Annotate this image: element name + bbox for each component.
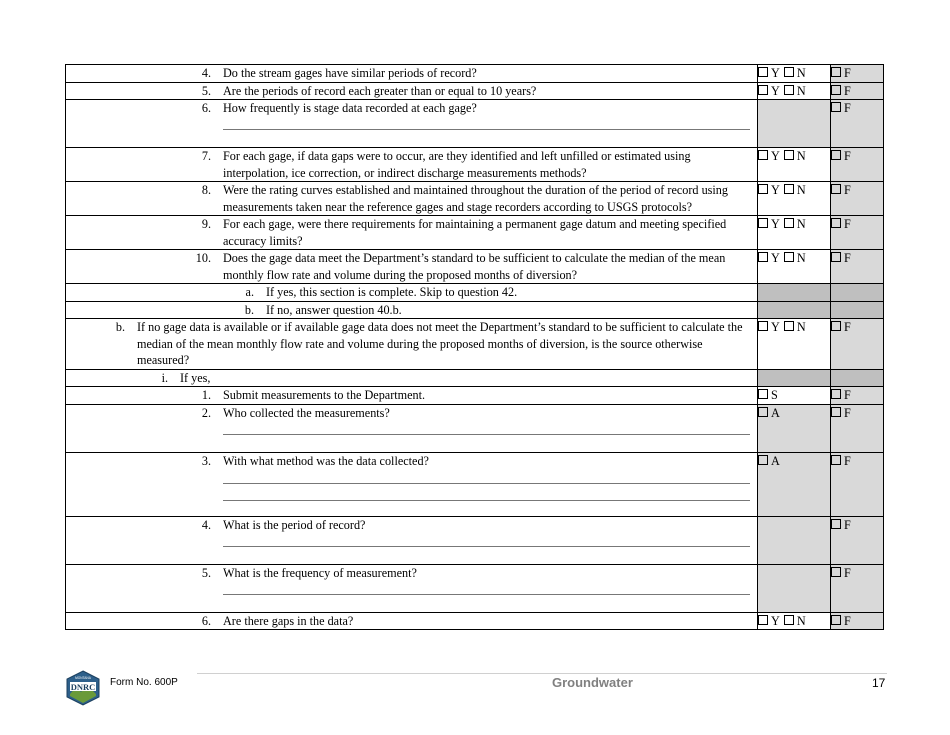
f-cell <box>831 250 884 284</box>
yes-checkbox[interactable] <box>758 85 768 95</box>
no-label: N <box>796 320 806 334</box>
yes-label: Y <box>771 320 780 334</box>
f-label: F <box>844 101 851 115</box>
empty-cell <box>758 564 831 612</box>
question-cell <box>66 612 758 630</box>
f-label: F <box>844 405 851 420</box>
f-label: F <box>844 183 851 197</box>
empty-cell <box>831 284 884 302</box>
no-checkbox[interactable] <box>784 252 794 262</box>
f-checkbox[interactable] <box>831 150 841 160</box>
empty-cell <box>758 369 831 387</box>
question-text: For each gage, were there requirements for maintaining a permanent gage datum and meeting specified accuracy limits? <box>223 217 727 248</box>
question-number: i. <box>161 370 168 385</box>
yes-no-cell <box>758 612 831 630</box>
yes-label: Y <box>771 613 780 628</box>
f-cell <box>831 612 884 630</box>
f-checkbox[interactable] <box>831 615 841 625</box>
answer-line[interactable] <box>223 500 750 501</box>
yes-label: Y <box>771 66 780 80</box>
f-label: F <box>844 83 851 98</box>
question-text: Submit measurements to the Department. <box>223 388 426 402</box>
f-checkbox[interactable] <box>831 85 841 95</box>
f-label: F <box>844 453 851 468</box>
answer-line[interactable] <box>223 129 750 130</box>
f-cell <box>831 516 884 564</box>
code-label: A <box>771 405 780 420</box>
form-number: Form No. 600P <box>110 677 178 688</box>
table-row <box>66 612 884 630</box>
code-cell <box>758 387 831 405</box>
section-title: Groundwater <box>552 675 633 690</box>
answer-line[interactable] <box>223 546 750 547</box>
table-row <box>66 404 884 452</box>
question-text: What is the frequency of measurement? <box>223 565 417 580</box>
no-label: N <box>796 183 806 197</box>
question-number: 4. <box>201 66 211 80</box>
yes-label: Y <box>771 251 780 265</box>
no-label: N <box>796 217 806 231</box>
f-cell <box>831 319 884 370</box>
f-cell <box>831 82 884 100</box>
checklist-table <box>65 64 884 630</box>
question-number: 7. <box>201 149 211 163</box>
no-checkbox[interactable] <box>784 321 794 331</box>
f-cell <box>831 148 884 182</box>
table-row <box>66 452 884 516</box>
question-number: a. <box>245 285 254 299</box>
empty-cell <box>758 100 831 148</box>
f-cell <box>831 100 884 148</box>
table-row <box>66 148 884 182</box>
page-footer <box>0 665 950 725</box>
empty-cell <box>831 369 884 387</box>
no-checkbox[interactable] <box>784 67 794 77</box>
answer-line[interactable] <box>223 434 750 435</box>
f-cell <box>831 404 884 452</box>
question-number: 8. <box>201 183 211 197</box>
empty-cell <box>758 516 831 564</box>
logo-text: DNRC <box>70 682 96 692</box>
f-cell <box>831 216 884 250</box>
question-number: 2. <box>201 405 211 420</box>
yes-no-cell <box>758 148 831 182</box>
yes-no-cell <box>758 250 831 284</box>
f-cell <box>831 387 884 405</box>
yes-checkbox[interactable] <box>758 321 768 331</box>
f-checkbox[interactable] <box>831 102 841 112</box>
question-number: 3. <box>201 453 211 468</box>
question-cell <box>66 369 758 387</box>
question-number: 6. <box>201 101 211 115</box>
table-row <box>66 216 884 250</box>
question-text: Does the gage data meet the Department’s standard to be sufficient to calculate the median of the mean monthly flow rate and volume during the proposed months of diversion? <box>223 251 726 282</box>
f-cell <box>831 564 884 612</box>
yes-label: Y <box>771 149 780 163</box>
table-row <box>66 82 884 100</box>
question-cell <box>66 100 758 148</box>
question-number: 5. <box>201 565 211 580</box>
table-row <box>66 284 884 302</box>
question-text: Do the stream gages have similar periods of record? <box>223 66 477 80</box>
yes-label: Y <box>771 183 780 197</box>
question-cell <box>66 301 758 319</box>
f-label: F <box>844 613 851 628</box>
question-text: Were the rating curves established and maintained throughout the duration of the period of record using measurements taken near the reference gages and stage recorders according to USGS protocols? <box>223 183 728 214</box>
question-cell <box>66 319 758 370</box>
f-checkbox[interactable] <box>831 455 841 465</box>
f-checkbox[interactable] <box>831 321 841 331</box>
table-row <box>66 516 884 564</box>
table-row <box>66 65 884 83</box>
answer-line[interactable] <box>223 594 750 595</box>
table-row <box>66 369 884 387</box>
no-checkbox[interactable] <box>784 615 794 625</box>
question-number: b. <box>244 302 254 317</box>
table-row <box>66 182 884 216</box>
f-checkbox[interactable] <box>831 184 841 194</box>
no-checkbox[interactable] <box>784 218 794 228</box>
answer-line[interactable] <box>223 483 750 484</box>
no-label: N <box>796 251 806 265</box>
question-cell <box>66 284 758 302</box>
question-cell <box>66 387 758 405</box>
f-label: F <box>844 388 851 402</box>
no-checkbox[interactable] <box>784 150 794 160</box>
code-label: A <box>771 453 780 468</box>
f-label: F <box>844 320 851 334</box>
f-checkbox[interactable] <box>831 67 841 77</box>
table-row <box>66 250 884 284</box>
table-row <box>66 564 884 612</box>
question-cell <box>66 148 758 182</box>
question-cell <box>66 404 758 452</box>
question-cell <box>66 250 758 284</box>
f-cell <box>831 182 884 216</box>
no-label: N <box>796 66 806 80</box>
no-checkbox[interactable] <box>784 184 794 194</box>
question-number: 1. <box>201 388 211 402</box>
f-checkbox[interactable] <box>831 218 841 228</box>
empty-cell <box>831 301 884 319</box>
yes-no-cell <box>758 82 831 100</box>
f-label: F <box>844 565 851 580</box>
question-number: b. <box>115 320 125 334</box>
f-cell <box>831 452 884 516</box>
table-row <box>66 319 884 370</box>
yes-checkbox[interactable] <box>758 184 768 194</box>
question-text: Are there gaps in the data? <box>223 613 354 628</box>
question-number: 4. <box>201 517 211 532</box>
question-cell <box>66 216 758 250</box>
question-cell <box>66 452 758 516</box>
yes-checkbox[interactable] <box>758 252 768 262</box>
yes-no-cell <box>758 216 831 250</box>
f-label: F <box>844 66 851 80</box>
page-number: 17 <box>872 676 886 690</box>
question-number: 9. <box>201 217 211 231</box>
logo-top-text: MONTANA <box>75 676 91 680</box>
yes-checkbox[interactable] <box>758 218 768 228</box>
yes-checkbox[interactable] <box>758 67 768 77</box>
yes-checkbox[interactable] <box>758 615 768 625</box>
f-label: F <box>844 517 851 532</box>
question-cell <box>66 65 758 83</box>
yes-label: Y <box>771 83 780 98</box>
f-checkbox[interactable] <box>831 252 841 262</box>
question-text: If no, answer question 40.b. <box>266 302 402 317</box>
dnrc-logo <box>64 670 102 706</box>
question-text: If yes, <box>180 370 211 385</box>
code-cell <box>758 452 831 516</box>
yes-label: Y <box>771 217 780 231</box>
question-cell <box>66 564 758 612</box>
f-checkbox[interactable] <box>831 567 841 577</box>
question-text: If no gage data is available or if available gage data does not meet the Department’s standard to be sufficient to calculate the median of the mean monthly flow rate and volume during the proposed months of diversion, is the source otherwise measured? <box>137 320 743 367</box>
question-cell <box>66 82 758 100</box>
question-number: 10. <box>195 251 211 265</box>
code-checkbox[interactable] <box>758 455 768 465</box>
question-text: With what method was the data collected? <box>223 453 429 468</box>
f-label: F <box>844 251 851 265</box>
code-cell <box>758 404 831 452</box>
question-text: Are the periods of record each greater than or equal to 10 years? <box>223 83 537 98</box>
question-number: 6. <box>201 613 211 628</box>
f-cell <box>831 65 884 83</box>
no-label: N <box>796 613 806 628</box>
f-checkbox[interactable] <box>831 389 841 399</box>
f-label: F <box>844 149 851 163</box>
yes-checkbox[interactable] <box>758 150 768 160</box>
question-text: Who collected the measurements? <box>223 405 390 420</box>
no-checkbox[interactable] <box>784 85 794 95</box>
code-checkbox[interactable] <box>758 407 768 417</box>
question-cell <box>66 516 758 564</box>
question-text: What is the period of record? <box>223 517 366 532</box>
question-text: For each gage, if data gaps were to occur, are they identified and left unfilled or estimated using interpolation, ice correction, or indirect discharge measurements methods? <box>223 149 691 180</box>
yes-no-cell <box>758 182 831 216</box>
no-label: N <box>796 83 806 98</box>
f-checkbox[interactable] <box>831 407 841 417</box>
yes-no-cell <box>758 65 831 83</box>
question-text: How frequently is stage data recorded at each gage? <box>223 101 477 115</box>
table-row <box>66 100 884 148</box>
question-text: If yes, this section is complete. Skip to question 42. <box>266 285 518 299</box>
code-checkbox[interactable] <box>758 389 768 399</box>
no-label: N <box>796 149 806 163</box>
question-number: 5. <box>201 83 211 98</box>
code-label: S <box>771 388 778 402</box>
empty-cell <box>758 301 831 319</box>
f-checkbox[interactable] <box>831 519 841 529</box>
empty-cell <box>758 284 831 302</box>
yes-no-cell <box>758 319 831 370</box>
question-cell <box>66 182 758 216</box>
f-label: F <box>844 217 851 231</box>
footer-divider <box>197 673 887 674</box>
table-row <box>66 301 884 319</box>
table-row <box>66 387 884 405</box>
